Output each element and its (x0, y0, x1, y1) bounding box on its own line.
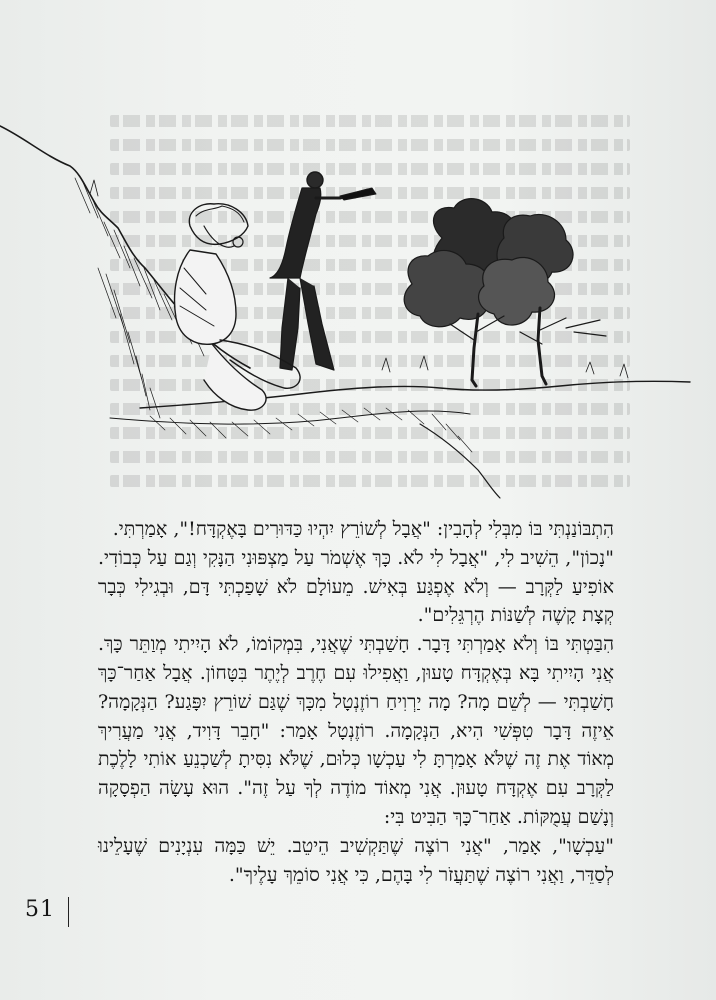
paragraph: הִבַּטְתִּי בּוֹ וְלֹא אָמַרְתִּי דָּבָר. חָשַׁבְתִּי שֶׁאֲנִי, בִּמְקוֹמוֹ, לֹא הָיִיתִי מְוַתֵּר כָּךְ. אֲנִי הָיִיתִי בָּא בְּאֶקְדָּח טָעוּן, וַאֲפִילוּ עִם חֶרֶב לְיֶתֶר בִּטָּחוֹן. אֲבָל אַחַר־כָּךְ חָשַׁבְתִּי — לְשֵׁם מָה? מָה יַרְוִיחַ רוֹזֶנְטָל מִכָּךְ שֶׁגַּם שׁוֹרֵץ יִפָּגַע? הַנְּקָמָה? אֵיזֶה דָּבָר טִפְּשִׁי הִיא, הַנְּקָמָה. רוֹזֶנְטָל אָמַר: "חָבֵר דָּוִיד, אֲנִי מַעֲרִיךְ מְאוֹד אֶת זֶה שֶׁלֹּא אָמַרְתָּ לִי עַכְשָׁו כְּלוּם, שֶׁלֹּא נִסִּיתָ לְשַׁכְנֵעַ אוֹתִי לָלֶכֶת לַקְּרָב עִם אֶקְדָּח טָעוּן. אֲנִי מְאוֹד מוֹדֶה לְךָ עַל זֶה". הוּא עָשָׂה הַפְסָקָה וְנָשַׁם עֲמֻקּוֹת. אַחַר־כָּךְ הַבִּיט בִּי: (98, 633, 614, 828)
duel-illustration (0, 118, 700, 508)
paragraph: "עַכְשָׁו", אָמַר, "אֲנִי רוֹצֶה שֶׁתַּקְשִׁיב הֵיטֵב. יֵשׁ כַּמָּה עִנְיָנִים שֶׁעָלֵינוּ לְסַדֵּר, וַאֲנִי רוֹצֶה שֶׁתַּעֲזֹר לִי בָּהֶם, כִּי אֲנִי סוֹמֵךְ עָלֶיךָ". (98, 834, 614, 886)
paragraph: "נָכוֹן", הֵשִׁיב לִי, "אֲבָל לִי לֹא. כָּךְ אֶשְׁמֹר עַל מַצְפּוּנִי הַנָּקִי וְגַם עַל כְּבוֹדִי. אוֹפִיעַ לַקְּרָב — וְלֹא אֶפְגַּע בְּאִישׁ. מֵעוֹלָם לֹא שָׁפַכְתִּי דָּם, וּבְגִילִי כְּבָר קְצָת קָשֶׁה לְשַׁנּוֹת הֶרְגֵּלִים". (98, 546, 614, 627)
page-number: 51 (25, 897, 55, 922)
body-text (98, 515, 614, 889)
paragraph: הִתְבּוֹנַנְתִּי בּוֹ מִבְּלִי לְהָבִין: "אֲבָל לְשׁוֹרֵץ יִהְיוּ כַּדּוּרִים בָּאֶקְדָּח!", אָמַרְתִּי. (112, 518, 614, 540)
page-number-divider (68, 897, 69, 927)
